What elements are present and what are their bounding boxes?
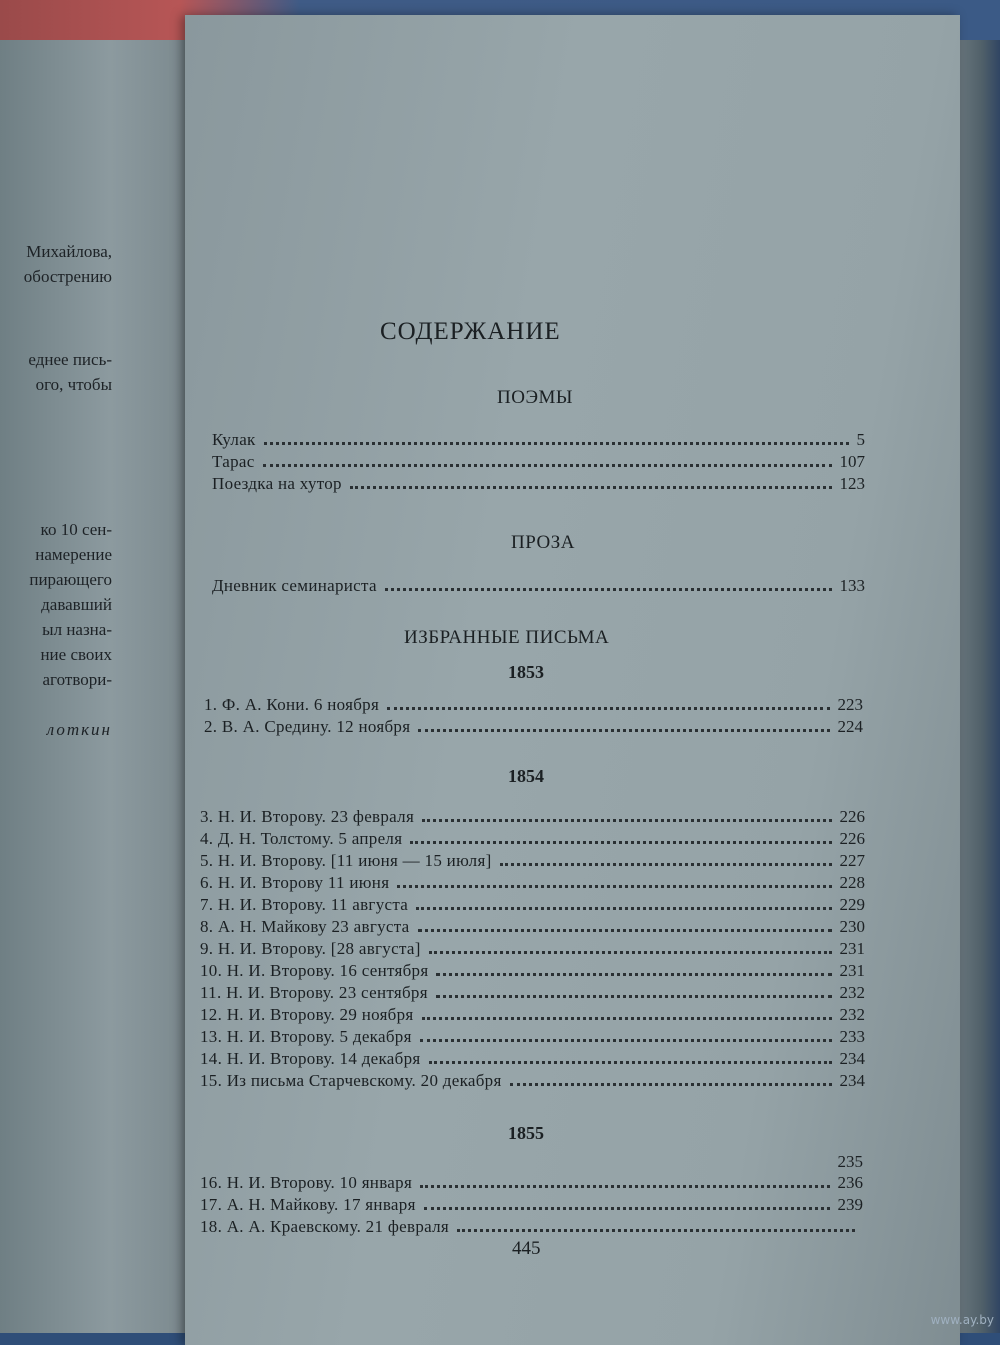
toc-entry: [204, 715, 863, 737]
dot-leader: [436, 973, 831, 976]
dot-leader: [350, 486, 832, 489]
left-page-line: обострению: [23, 267, 112, 286]
left-page-line: дававший: [41, 595, 112, 614]
dot-leader: [510, 1083, 832, 1086]
toc-entry-page: 230: [839, 917, 865, 936]
section-heading-poems: ПОЭМЫ: [497, 387, 573, 408]
toc-entry-title: Дневник семинариста: [212, 576, 377, 595]
dot-leader: [418, 729, 829, 732]
dot-leader: [385, 588, 832, 591]
toc-entry-title: 15. Из письма Старчевскому. 20 декабря: [200, 1071, 502, 1090]
year-heading: 1855: [508, 1123, 544, 1143]
toc-entry: [200, 981, 865, 1003]
toc-entry-title: 5. Н. И. Второву. [11 июня — 15 июля]: [200, 851, 492, 870]
section-heading-letters: ИЗБРАННЫЕ ПИСЬМА: [404, 627, 610, 648]
left-page-line: ыл назна-: [42, 620, 112, 639]
dot-leader: [420, 1039, 832, 1042]
toc-entry-title: 14. Н. И. Второву. 14 декабря: [200, 1049, 421, 1068]
toc-entry-title: 11. Н. И. Второву. 23 сентября: [200, 983, 428, 1002]
toc-entry: [212, 574, 865, 596]
dot-leader: [500, 863, 832, 866]
toc-entry-title: 4. Д. Н. Толстому. 5 апреля: [200, 829, 403, 848]
toc-entry: [200, 827, 865, 849]
toc-entry-title: 3. Н. И. Второву. 23 февраля: [200, 807, 415, 826]
toc-entry: [200, 893, 865, 915]
dot-leader: [264, 442, 849, 445]
page-edge: [955, 40, 1000, 1333]
dot-leader: [418, 929, 832, 932]
toc-entry: [200, 1150, 863, 1172]
toc-entry: [212, 428, 865, 450]
toc-entry-page: 133: [839, 576, 865, 595]
toc-entry-page: 223: [837, 695, 863, 714]
toc-entry-page: 224: [837, 717, 863, 736]
page-number: 445: [512, 1238, 541, 1259]
toc-entry: [204, 693, 863, 715]
toc-entry-title: 12. Н. И. Второву. 29 ноября: [200, 1005, 414, 1024]
toc-entry-title: Поездка на хутор: [212, 474, 342, 493]
dot-leader: [436, 995, 832, 998]
toc-entry-title: 1. Ф. А. Кони. 6 ноября: [204, 695, 380, 714]
toc-entry-page: 232: [839, 983, 865, 1002]
toc-entry: [200, 959, 865, 981]
left-page-line: ко 10 сен-: [40, 520, 112, 539]
left-page-line: намерение: [35, 545, 112, 564]
left-page-line: ние своих: [40, 645, 112, 664]
left-page-signature: лоткин: [46, 720, 112, 739]
toc-entry-title: Тарас: [212, 452, 255, 471]
toc-entry: [200, 1193, 863, 1215]
toc-entry-page: 231: [839, 939, 865, 958]
dot-leader: [397, 885, 831, 888]
dot-leader: [457, 1229, 855, 1232]
toc-entry: [200, 1003, 865, 1025]
toc-entry-page: 226: [839, 807, 865, 826]
toc-entry-page: 123: [839, 474, 865, 493]
toc-entry: [200, 849, 865, 871]
toc-entry-title: 2. В. А. Средину. 12 ноября: [204, 717, 411, 736]
toc-entry: [200, 915, 865, 937]
toc-entry-title: 6. Н. И. Второву 11 июня: [200, 873, 390, 892]
toc-entry-title: 9. Н. И. Второву. [28 августа]: [200, 939, 421, 958]
toc-entry: [200, 871, 865, 893]
toc-entry-page: 226: [839, 829, 865, 848]
toc-entry: [200, 1047, 865, 1069]
toc-entry: [212, 450, 865, 472]
toc-entry: [200, 1215, 863, 1237]
dot-leader: [422, 1017, 832, 1020]
toc-entry: [200, 937, 865, 959]
toc-entry-page: 227: [839, 851, 865, 870]
toc-entry-page: 107: [839, 452, 865, 471]
toc-entry-page: 5: [856, 430, 865, 449]
toc-entry-page: 232: [839, 1005, 865, 1024]
left-page-line: Михайлова,: [26, 242, 112, 261]
dot-leader: [422, 819, 831, 822]
toc-entry-title: 16. Н. И. Второву. 10 января: [200, 1173, 413, 1192]
left-page-line: пирающего: [29, 570, 112, 589]
left-page-line: еднее пись-: [28, 350, 112, 369]
page-title: СОДЕРЖАНИЕ: [380, 318, 561, 345]
left-page-line: ого, чтобы: [35, 375, 112, 394]
dot-leader: [263, 464, 832, 467]
dot-leader: [410, 841, 831, 844]
left-page-line: аготвори-: [42, 670, 112, 689]
left-page: [0, 40, 200, 1333]
toc-entry-title: 10. Н. И. Второву. 16 сентября: [200, 961, 429, 980]
toc-entry-page: 231: [839, 961, 865, 980]
year-heading: 1853: [508, 662, 544, 682]
toc-entry-title: 17. А. Н. Майкову. 17 января: [200, 1195, 416, 1214]
toc-entry: [212, 472, 865, 494]
section-heading-prose: ПРОЗА: [511, 532, 575, 553]
toc-entry-page: 234: [839, 1049, 865, 1068]
toc-entry: [200, 1171, 863, 1193]
dot-leader: [424, 1207, 830, 1210]
dot-leader: [387, 707, 829, 710]
dot-leader: [429, 951, 832, 954]
year-heading: 1854: [508, 766, 544, 786]
toc-entry-title: 18. А. А. Краевскому. 21 февраля: [200, 1217, 450, 1236]
toc-entry-title: 8. А. Н. Майкову 23 августа: [200, 917, 410, 936]
toc-entry-title: 13. Н. И. Второву. 5 декабря: [200, 1027, 412, 1046]
toc-entry-page: 233: [839, 1027, 865, 1046]
toc-entry-title: 7. Н. И. Второву. 11 августа: [200, 895, 409, 914]
toc-entry-page: 228: [839, 873, 865, 892]
toc-entry: [200, 805, 865, 827]
watermark: www.ay.by: [930, 1313, 994, 1327]
contents-page: [185, 15, 960, 1345]
toc-entry-page: 234: [839, 1071, 865, 1090]
dot-leader: [416, 907, 831, 910]
toc-entry: [200, 1025, 865, 1047]
toc-entry: [200, 1069, 865, 1091]
toc-entry-title: Кулак: [212, 430, 256, 449]
toc-entry-page: 239: [837, 1195, 863, 1214]
dot-leader: [420, 1185, 829, 1188]
dot-leader: [429, 1061, 832, 1064]
toc-entry-page: 236: [837, 1173, 863, 1192]
toc-entry-page: 229: [839, 895, 865, 914]
toc-entry-page: 235: [837, 1152, 863, 1171]
